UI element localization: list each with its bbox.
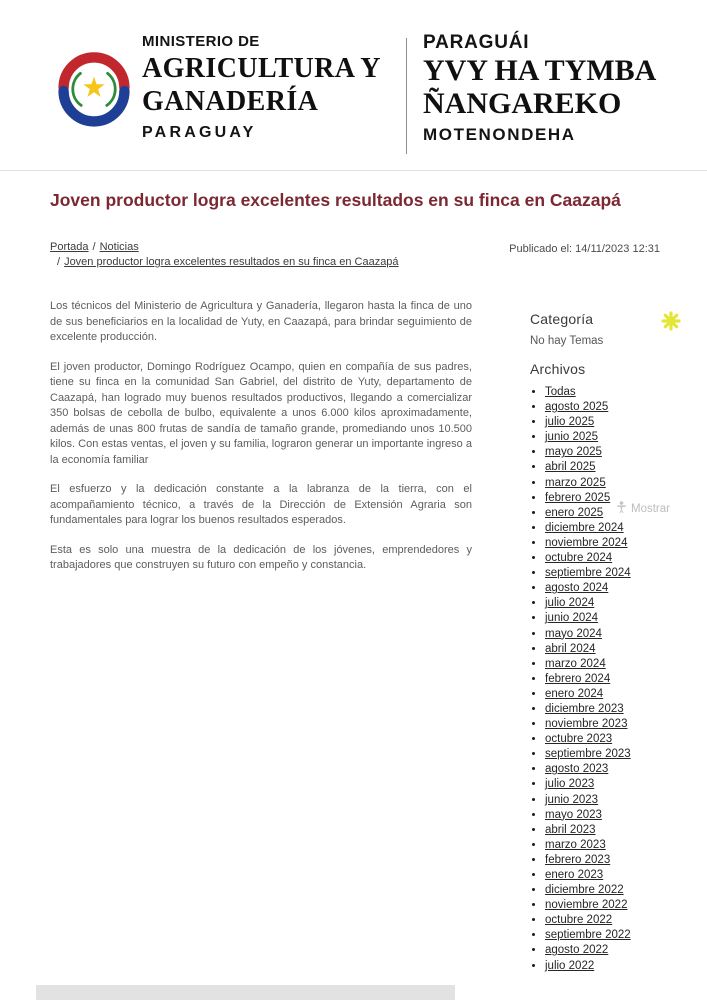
brand-motenondeha: MOTENONDEHA	[423, 125, 576, 144]
archive-link[interactable]: agosto 2024	[545, 582, 609, 595]
archive-link[interactable]: agosto 2022	[545, 944, 609, 957]
archive-link[interactable]: diciembre 2022	[545, 884, 624, 897]
archive-link[interactable]: abril 2025	[545, 461, 596, 474]
archive-link[interactable]: enero 2024	[545, 687, 604, 700]
archive-item	[545, 687, 692, 702]
breadcrumb	[50, 241, 399, 268]
archive-link[interactable]: noviembre 2023	[545, 718, 628, 731]
archive-item	[545, 853, 692, 868]
brand-yvy-ha-tymba: YVY HA TYMBA	[423, 54, 657, 87]
archive-item	[545, 868, 692, 883]
archive-item	[545, 657, 692, 672]
archive-item	[545, 536, 692, 551]
archive-item	[545, 793, 692, 808]
archive-link[interactable]: enero 2025	[545, 506, 604, 519]
archive-link[interactable]: marzo 2023	[545, 838, 606, 851]
article-paragraph: El joven productor, Domingo Rodríguez Ocampo, quien en compañía de sus padres, tiene su finca en la comunidad San Gabriel, del distrito de Yuty, departamento de Caazapá, han logrado muy buenos resultados productivos, llegando a comercializar 350 bolsas de cebolla de bulbo, equivalente a unos 6.000 kilos aproximadamente, además de unas 800 frutas de sandía de tamaño grande, promediando unos 10.500 kilos. Con estas ventas, el joven y su familia, lograron generar un importante ingreso a la economía familiar	[50, 360, 472, 466]
archive-item	[545, 883, 692, 898]
category-title: Categoría	[530, 311, 594, 327]
archive-item	[545, 611, 692, 626]
article-paragraph: Esta es solo una muestra de la dedicación de los jóvenes, emprendedores y trabajadores que construyen su futuro con empeño y constancia.	[50, 543, 472, 571]
brand-ganaderia: GANADERÍA	[142, 86, 319, 117]
archive-item	[545, 838, 692, 853]
ministry-logo[interactable]	[54, 40, 134, 138]
archive-item	[545, 732, 692, 747]
archive-item	[545, 808, 692, 823]
archive-link[interactable]: abril 2023	[545, 823, 596, 836]
archive-link[interactable]: octubre 2023	[545, 733, 613, 746]
published-date: Publicado el: 14/11/2023 12:31	[509, 243, 660, 255]
archive-item	[545, 928, 692, 943]
archive-item	[545, 445, 692, 460]
archive-link[interactable]: junio 2024	[545, 612, 599, 625]
archive-link[interactable]: junio 2023	[545, 793, 599, 806]
archive-link[interactable]: diciembre 2023	[545, 702, 624, 715]
archive-link[interactable]: septiembre 2023	[545, 748, 631, 761]
breadcrumb-line-2	[50, 256, 399, 268]
brand-paraguai: PARAGUÁI	[423, 32, 530, 53]
breadcrumb-separator: /	[57, 256, 61, 268]
article-paragraph: Los técnicos del Ministerio de Agricultura y Ganadería, llegaron hasta la finca de uno de sus beneficiarios en la localidad de Yuty, en Caazapá, para brindar seguimiento de excelente producción.	[50, 300, 472, 343]
archive-item	[545, 823, 692, 838]
breadcrumb-separator: /	[92, 241, 96, 253]
breadcrumb-line-1	[50, 241, 399, 253]
archive-item	[545, 566, 692, 581]
accessibility-person-icon	[616, 501, 627, 516]
category-empty-text: No hay Temas	[530, 335, 604, 347]
archive-item	[545, 596, 692, 611]
article-body	[50, 299, 472, 588]
archive-item	[545, 959, 692, 974]
paraguay-coat-of-arms-icon	[54, 125, 134, 142]
archive-link[interactable]: diciembre 2024	[545, 521, 624, 534]
archive-link[interactable]: octubre 2024	[545, 552, 613, 565]
archives-list	[530, 385, 692, 974]
archive-item	[545, 627, 692, 642]
archive-link[interactable]: abril 2024	[545, 642, 596, 655]
mostrar-control[interactable]	[613, 500, 673, 517]
breadcrumb-link-portada[interactable]: Portada	[50, 241, 89, 253]
archive-link[interactable]: septiembre 2024	[545, 567, 631, 580]
archive-link[interactable]: febrero 2024	[545, 672, 611, 685]
archive-item	[545, 642, 692, 657]
archive-link[interactable]: noviembre 2024	[545, 536, 628, 549]
archive-item	[545, 762, 692, 777]
header-vertical-divider	[406, 38, 407, 154]
brand-nangareko: ÑANGAREKO	[423, 87, 622, 120]
archive-link[interactable]: julio 2022	[545, 959, 595, 972]
brand-agricultura: AGRICULTURA Y	[142, 53, 381, 84]
archives-title: Archivos	[530, 361, 586, 377]
archive-link[interactable]: febrero 2023	[545, 853, 611, 866]
archive-link[interactable]: mayo 2025	[545, 446, 602, 459]
archive-item	[545, 777, 692, 792]
archive-item	[545, 521, 692, 536]
brand-ministerio-de: MINISTERIO DE	[142, 33, 260, 50]
brand-paraguay: PARAGUAY	[142, 124, 257, 141]
breadcrumb-current-link[interactable]: Joven productor logra excelentes resultados en su finca en Caazapá	[64, 256, 399, 268]
archive-link[interactable]: julio 2023	[545, 778, 595, 791]
archive-item	[545, 717, 692, 732]
archive-item	[545, 747, 692, 762]
archive-item	[545, 385, 692, 400]
archive-link[interactable]: junio 2025	[545, 431, 599, 444]
asterisk-icon	[661, 318, 681, 335]
archive-item	[545, 581, 692, 596]
breadcrumb-link-noticias[interactable]: Noticias	[99, 241, 139, 253]
archive-item	[545, 943, 692, 958]
archive-item	[545, 898, 692, 913]
brand-spanish	[142, 33, 381, 142]
archive-link[interactable]: septiembre 2022	[545, 929, 631, 942]
archive-item	[545, 400, 692, 415]
archive-link[interactable]: enero 2023	[545, 869, 604, 881]
brand-guarani	[423, 32, 656, 145]
archive-link[interactable]: julio 2024	[545, 597, 595, 610]
archive-item	[545, 702, 692, 717]
archive-item	[545, 460, 692, 475]
archive-link[interactable]: octubre 2022	[545, 914, 613, 927]
archive-link[interactable]: julio 2025	[545, 416, 595, 429]
archive-item	[545, 551, 692, 566]
archive-link[interactable]: marzo 2025	[545, 476, 606, 489]
mostrar-label: Mostrar	[631, 502, 670, 515]
archive-item	[545, 415, 692, 430]
page-title: Joven productor logra excelentes resultados en su finca en Caazapá	[50, 190, 621, 210]
accessibility-widget-button[interactable]	[661, 311, 681, 331]
archive-link[interactable]: marzo 2024	[545, 657, 606, 670]
archive-item	[545, 476, 692, 491]
archive-link[interactable]: noviembre 2022	[545, 899, 628, 912]
article-paragraph: El esfuerzo y la dedicación constante a la labranza de la tierra, con el acompañamiento técnico, a través de la Dirección de Extensión Agraria son fundamentales para lograr los buenos resultados esperados.	[50, 483, 472, 526]
sidebar	[530, 311, 692, 974]
archive-link[interactable]: mayo 2024	[545, 627, 602, 640]
footer-bar	[36, 985, 455, 1000]
archive-link[interactable]: agosto 2023	[545, 763, 609, 776]
archive-item	[545, 913, 692, 928]
archive-link[interactable]: agosto 2025	[545, 401, 609, 414]
header-rule	[0, 170, 707, 171]
archive-item	[545, 430, 692, 445]
archive-link[interactable]: febrero 2025	[545, 491, 611, 504]
archive-link[interactable]: Todas	[545, 386, 576, 398]
archive-link[interactable]: mayo 2023	[545, 808, 602, 821]
archive-item	[545, 672, 692, 687]
